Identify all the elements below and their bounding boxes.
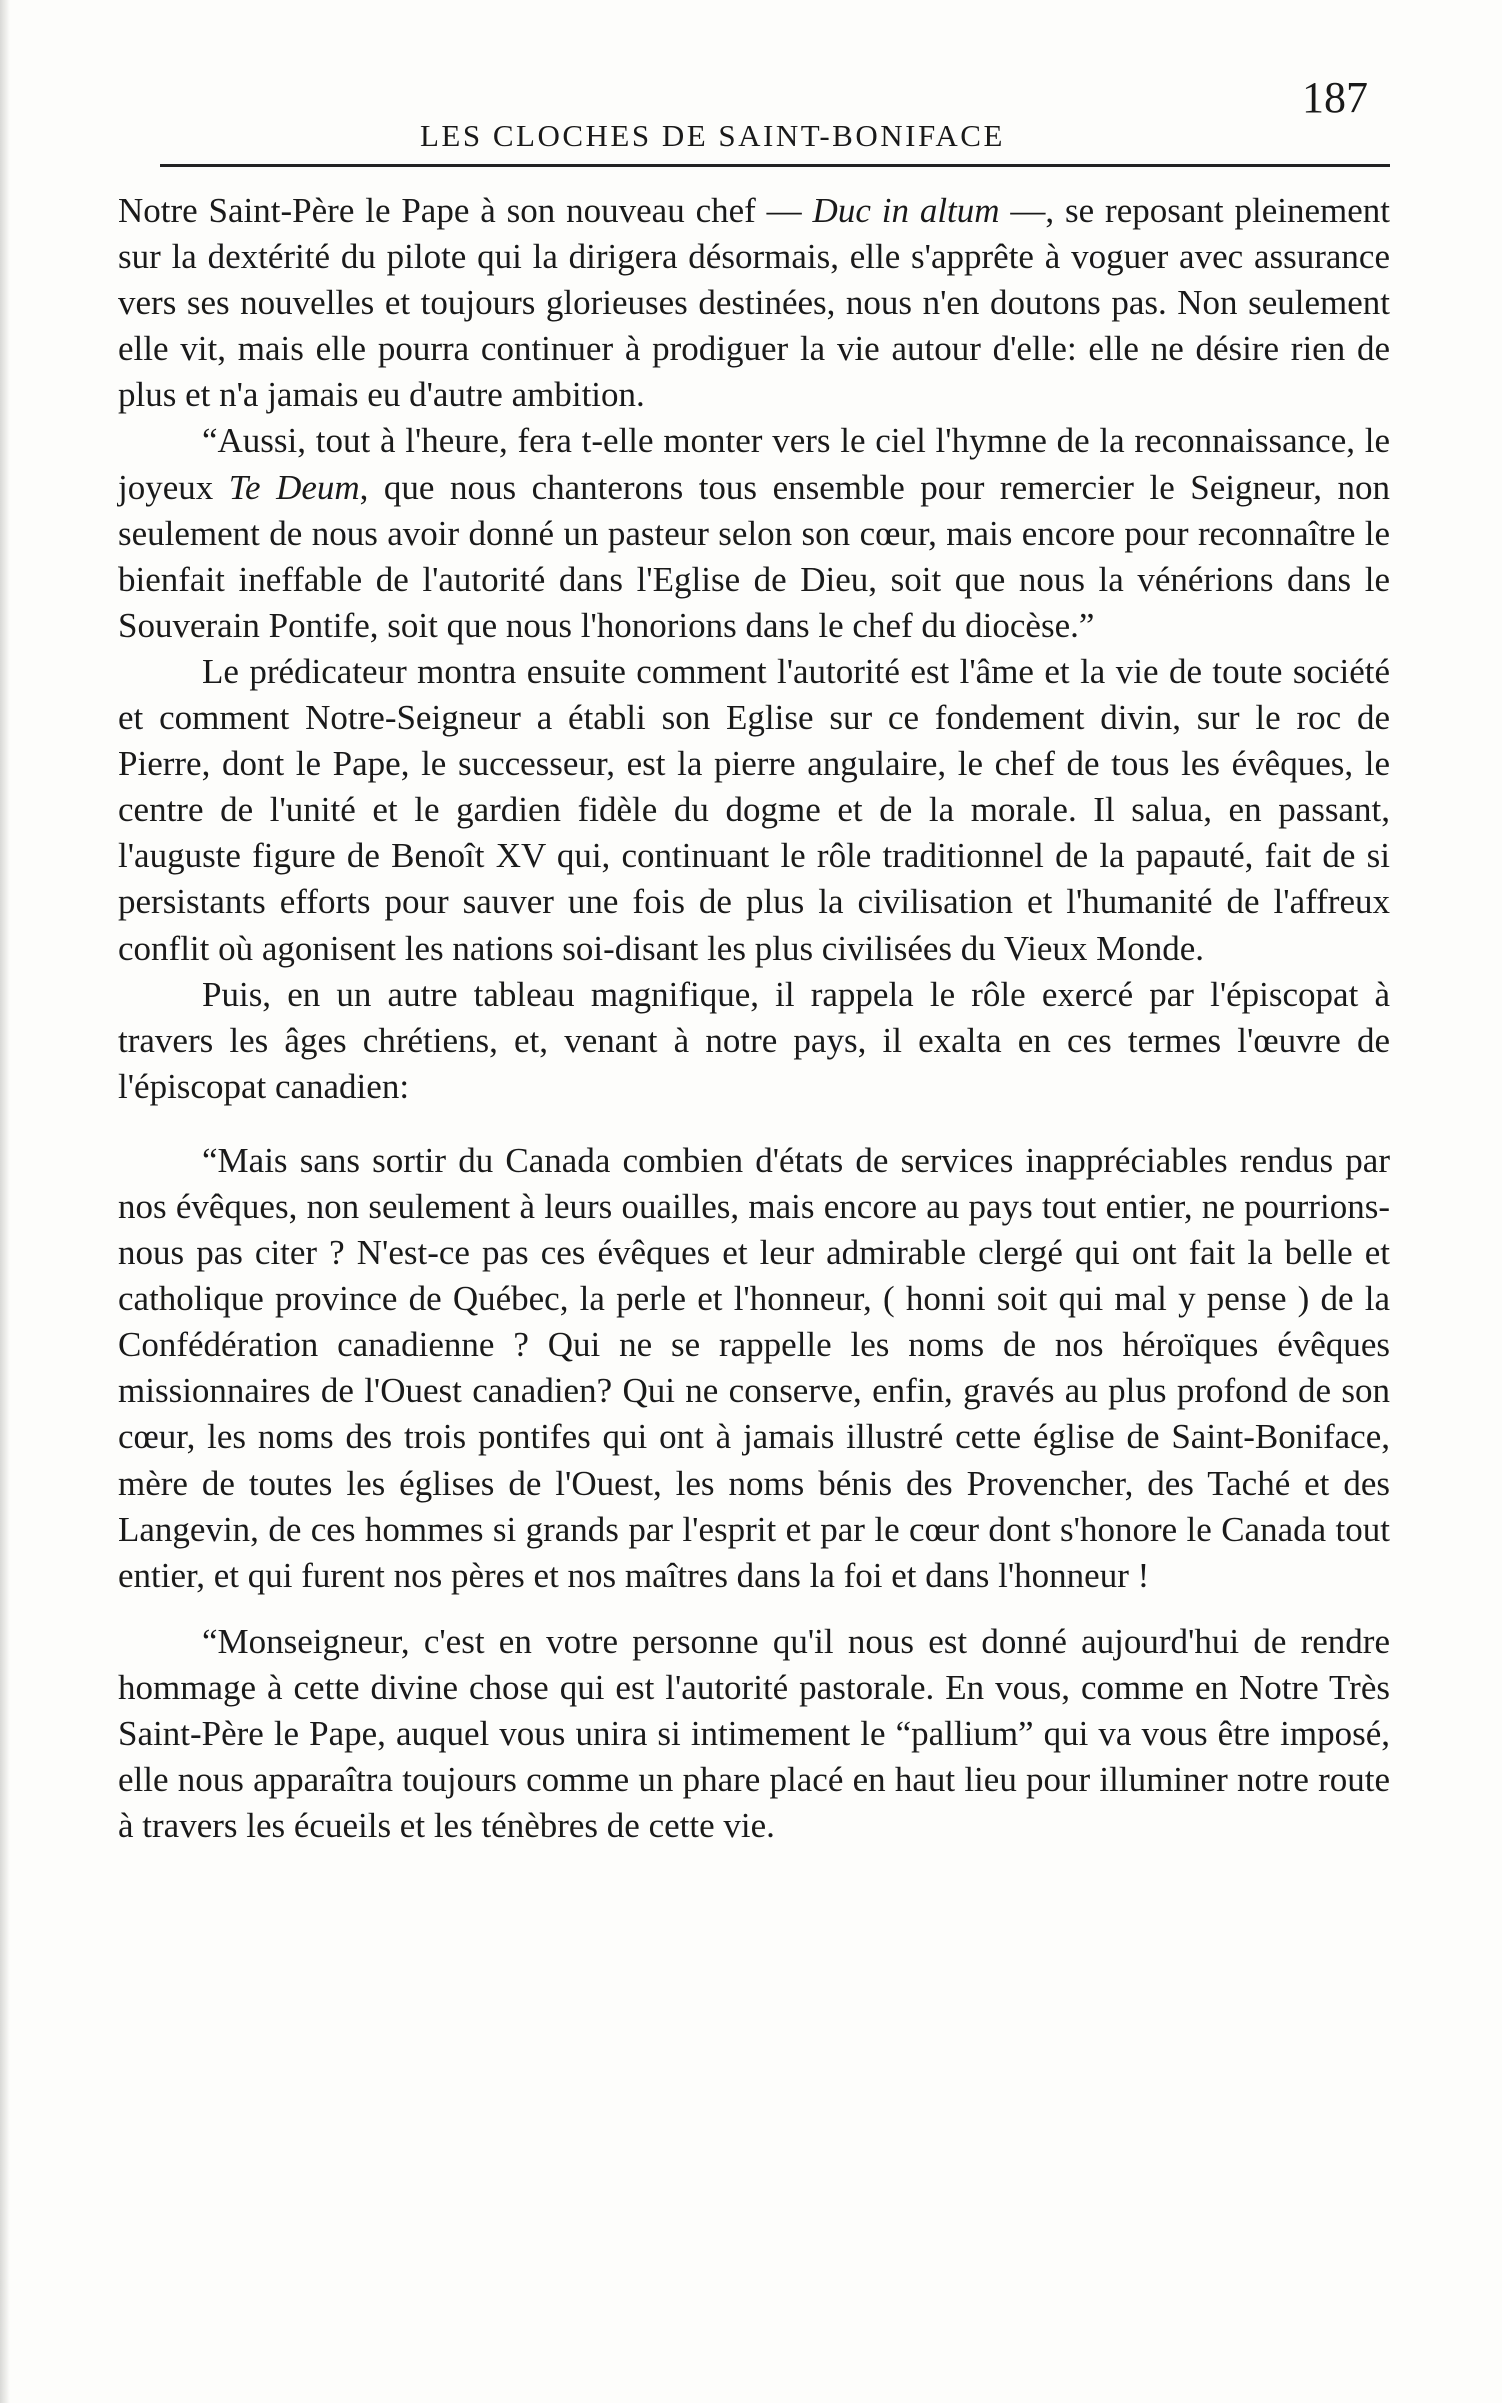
paragraph-3: Le prédicateur montra ensuite comment l'autorité est l'âme et la vie de toute société et comment Notre-Seigneur a établi son Eglise sur ce fondement divin, sur le roc de Pierre, dont le Pape, le successeur, est la pierre angulaire, le chef de tous les évêques, le centre de l'unité et le gardien fidèle du dogme et de la morale. Il salua, en passant, l'auguste figure de Benoît XV qui, continuant le rôle traditionnel de la papauté, fait de si persistants efforts pour sauver une fois de plus la civilisation et l'humanité de l'affreux conflit où agonisent les nations soi-disant les plus civilisées du Vieux Monde.: [118, 651, 1390, 968]
running-head: [160, 68, 1390, 158]
page-gutter-shadow: [0, 0, 10, 2403]
running-title: LES CLOCHES DE SAINT-BONIFACE: [420, 118, 1005, 153]
body-text: [118, 188, 1390, 1849]
page-number: 187: [1302, 73, 1368, 122]
paragraph-4: Puis, en un autre tableau magnifique, il rappela le rôle exercé par l'épiscopat à travers les âges chrétiens, et, venant à notre pays, il exalta en ces termes l'œuvre de l'épiscopat canadien:: [118, 974, 1390, 1106]
paragraph-5: “Mais sans sortir du Canada combien d'états de services inappréciables rendus par nos évêques, non seulement à leurs ouailles, mais encore au pays tout entier, ne pourrions-nous pas citer ? N'est-ce pas ces évêques et leur admirable clergé qui ont fait la belle et catholique province de Québec, la perle et l'honneur, ( honni soit qui mal y pense ) de la Confédération canadienne ? Qui ne se rappelle les noms de nos héroïques évêques missionnaires de l'Ouest canadien? Qui ne conserve, enfin, gravés au plus profond de son cœur, les noms des trois pontifes qui ont à jamais illustré cette église de Saint-Boniface, mère de toutes les églises de l'Ouest, les noms bénis des Provencher, des Taché et des Langevin, de ces hommes si grands par l'esprit et par le cœur dont s'honore le Canada tout entier, et qui furent nos pères et nos maîtres dans la foi et dans l'honneur !: [118, 1140, 1390, 1595]
paragraph-6: “Monseigneur, c'est en votre personne qu'il nous est donné aujourd'hui de rendre hommage à cette divine chose qui est l'autorité pastorale. En vous, comme en Notre Très Saint-Père le Pape, auquel vous unira si intimement le “pallium” qui va vous être imposé, elle nous apparaîtra toujours comme un phare placé en haut lieu pour illuminer notre route à travers les écueils et les ténèbres de cette vie.: [118, 1621, 1390, 1846]
hymn-title: Te Deum: [228, 467, 360, 507]
latin-phrase: Duc in altum: [812, 191, 1000, 230]
paragraph-1: Notre Saint-Père le Pape à son nouveau chef — Duc in altum —, se reposant pleinement sur la dextérité du pilote qui la dirigera désormais, elle s'apprête à voguer avec assurance vers ses nouvelles et toujours glorieuses destinées, nous n'en doutons pas. Non seulement elle vit, mais elle pourra continuer à prodiguer la vie autour d'elle: elle ne désire rien de plus et n'a jamais eu d'autre ambition.: [118, 191, 1390, 415]
paragraph-2: “Aussi, tout à l'heure, fera t-elle monter vers le ciel l'hymne de la reconnaissance, le joyeux Te Deum, que nous chanterons tous ensemble pour remercier le Seigneur, non seulement de nous avoir donné un pasteur selon son cœur, mais encore pour reconnaître le bienfait ineffable de l'autorité dans l'Eglise de Dieu, soit que nous la vénérions dans le Souverain Pontife, soit que nous l'honorions dans le chef du diocèse.”: [118, 421, 1391, 645]
header-rule: [160, 164, 1390, 167]
